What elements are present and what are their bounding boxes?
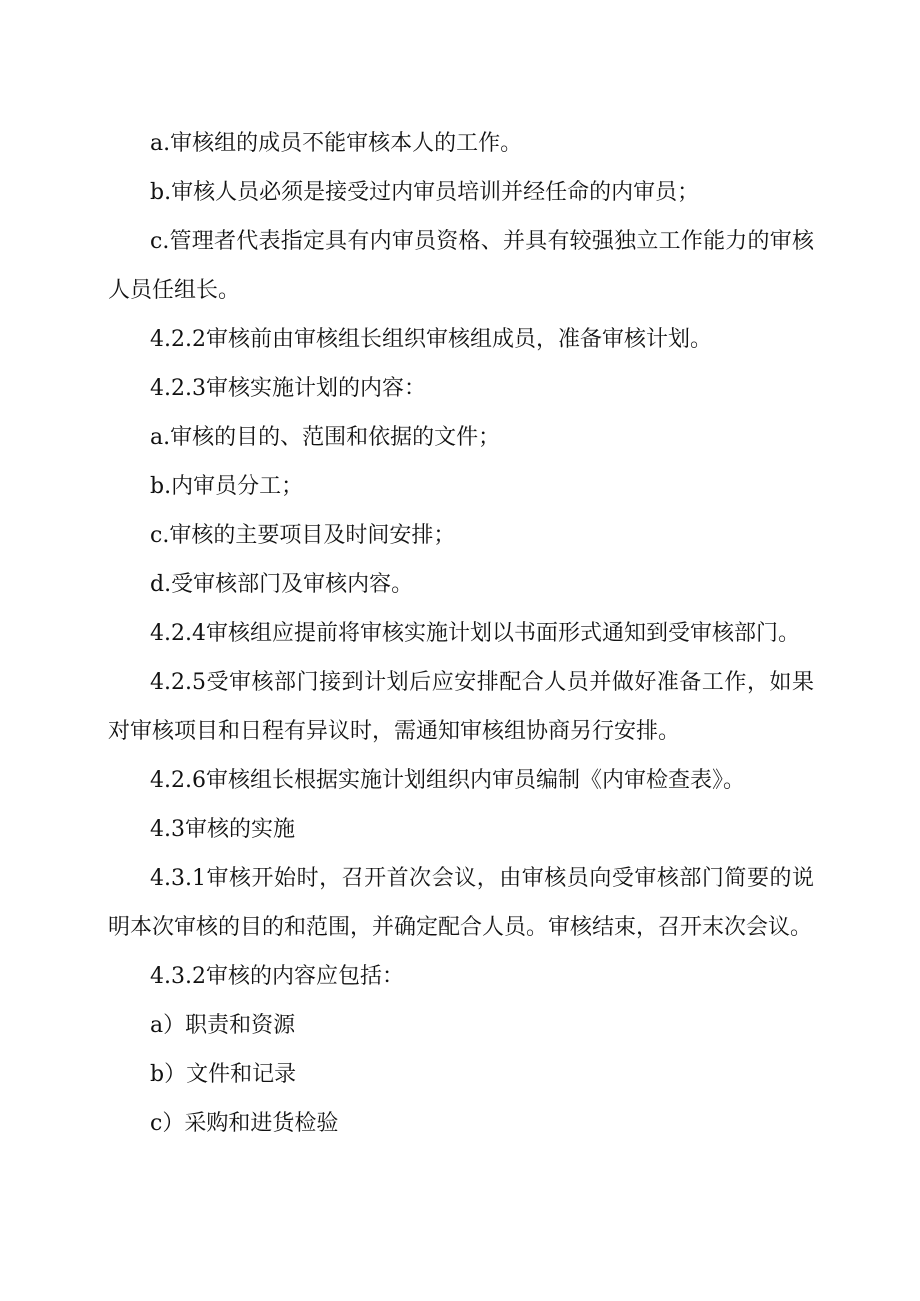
paragraph-plan-item-c: c.审核的主要项目及时间安排； [150, 523, 456, 548]
paragraph-4-2-3: 4.2.3审核实施计划的内容： [150, 376, 426, 401]
paragraph-content-item-a: a）职责和资源 [150, 1013, 296, 1038]
paragraph-4-3-heading: 4.3审核的实施 [150, 817, 295, 842]
paragraph-4-2-2: 4.2.2审核前由审核组长组织审核组成员，准备审核计划。 [150, 327, 712, 352]
paragraph-b-auditor-qualification: b.审核人员必须是接受过内审员培训并经任命的内审员； [150, 180, 700, 205]
paragraph-4-2-4: 4.2.4审核组应提前将审核实施计划以书面形式通知到受审核部门。 [150, 621, 800, 646]
paragraph-plan-item-d: d.受审核部门及审核内容。 [150, 572, 414, 597]
paragraph-4-3-2: 4.3.2审核的内容应包括： [150, 964, 404, 989]
paragraph-content-item-b: b）文件和记录 [150, 1062, 297, 1087]
paragraph-content-item-c: c）采购和进货检验 [150, 1111, 339, 1136]
paragraph-c-team-leader: c.管理者代表指定具有内审员资格、并具有较强独立工作能力的审核人员任组长。 [108, 229, 814, 303]
paragraph-4-2-5: 4.2.5受审核部门接到计划后应安排配合人员并做好准备工作，如果对审核项目和日程有异议时，需通知审核组协商另行安排。 [108, 670, 814, 744]
paragraph-plan-item-b: b.内审员分工； [150, 474, 304, 499]
paragraph-4-2-6: 4.2.6审核组长根据实施计划组织内审员编制《内审检查表》。 [150, 768, 745, 793]
paragraph-a-audit-member: a.审核组的成员不能审核本人的工作。 [150, 131, 523, 156]
paragraph-plan-item-a: a.审核的目的、范围和依据的文件； [150, 425, 501, 450]
paragraph-4-3-1: 4.3.1审核开始时，召开首次会议，由审核员向受审核部门简要的说明本次审核的目的和范围，并确定配合人员。审核结束，召开末次会议。 [108, 866, 814, 940]
